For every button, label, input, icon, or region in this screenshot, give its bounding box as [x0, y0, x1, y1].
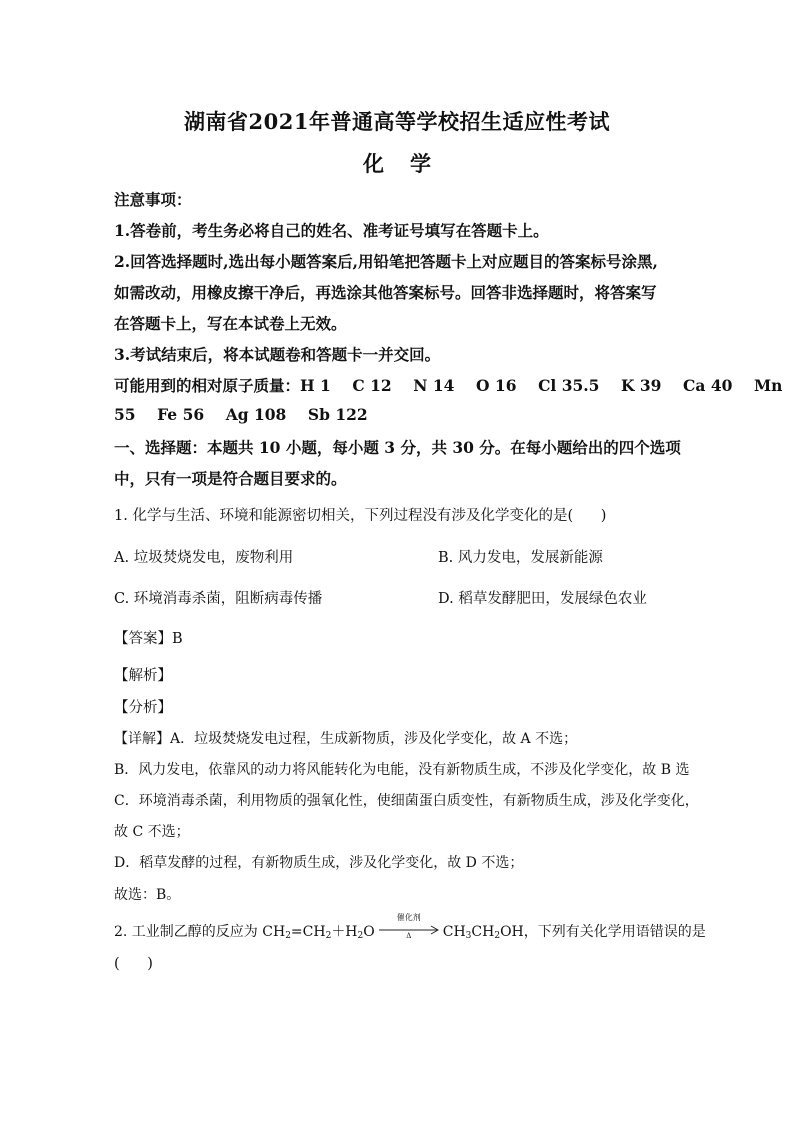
q2-stem-prefix: 2. 工业制乙醇的反应为 CH	[114, 924, 286, 940]
answer-value: B	[172, 631, 183, 647]
answer-tag: 【答案】	[114, 631, 172, 647]
fenxi-tag: 【分析】	[114, 700, 172, 716]
subject-char-1: 化	[363, 151, 384, 176]
section-instruction-line-2: 中，只有一项是符合题目要求的。	[114, 469, 347, 488]
section-instruction-line-1: 一、选择题：本题共 10 小题，每小题 3 分，共 30 分。在每小题给出的四个选项	[114, 438, 681, 457]
q2-sub-e: 2	[494, 931, 501, 941]
question-2-stem	[114, 913, 706, 941]
q2-stem-mid1: =CH	[290, 924, 326, 940]
conclusion: 故选：B。	[114, 887, 181, 903]
notice-heading: 注意事项：	[114, 190, 192, 209]
atomic-masses-line-1: 可能用到的相对原子质量：H 1 C 12 N 14 O 16 Cl 35.5 K 39 Ca 40 Mn	[114, 376, 783, 395]
arrow-catalyst-label: 催化剂	[396, 913, 421, 922]
question-1-stem: 1. 化学与生活、环境和能源密切相关，下列过程没有涉及化学变化的是( )	[114, 508, 607, 524]
question-1-option-b: B. 风力发电，发展新能源	[438, 550, 603, 566]
notice-item-2-line-3: 在答题卡上，写在本试卷上无效。	[114, 314, 347, 333]
reaction-arrow-icon	[377, 913, 441, 940]
analysis-tag: 【解析】	[114, 668, 172, 684]
subject-char-2: 学	[410, 151, 431, 176]
subject-title	[0, 148, 794, 178]
answer-line	[114, 627, 694, 648]
q2-sub-a: 2	[285, 931, 291, 941]
notice-item-2-line-2: 如需改动，用橡皮擦干净后，再选涂其他答案标号。回答非选择题时，将答案写	[114, 283, 657, 302]
question-2-bracket: ( )	[114, 956, 153, 972]
detail-d: D．稻草发酵的过程，有新物质生成，涉及化学变化，故 D 不选；	[114, 855, 524, 871]
q2-sub-d: 3	[465, 931, 472, 941]
atomic-masses-line-2: 55 Fe 56 Ag 108 Sb 122	[114, 405, 368, 424]
detail-c-line-2: 故 C 不选；	[114, 824, 190, 840]
detail-b: B．风力发电，依靠风的动力将风能转化为电能，没有新物质生成，不涉及化学变化，故 B 选	[114, 762, 690, 778]
q2-product-c: OH，下列有关化学用语错误的是	[500, 924, 706, 940]
detail-a: A．垃圾焚烧发电过程，生成新物质，涉及化学变化，故 A 不选；	[170, 731, 578, 747]
question-1-option-d: D. 稻草发酵肥田，发展绿色农业	[438, 591, 647, 607]
q2-product-b: CH	[471, 924, 495, 940]
detail-tag: 【详解】	[114, 731, 170, 747]
detail-c-line-1: C．环境消毒杀菌，利用物质的强氧化性，使细菌蛋白质变性，有新物质生成，涉及化学变化，	[114, 793, 699, 809]
notice-item-2-line-1: 2.回答选择题时,选出每小题答案后,用铅笔把答题卡上对应题目的答案标号涂黑,	[114, 252, 658, 271]
arrow-heat-label: Δ	[406, 932, 412, 940]
question-1-option-a: A. 垃圾焚烧发电，废物利用	[114, 550, 294, 566]
detail-a-line	[114, 728, 694, 748]
q2-product-a: CH	[442, 924, 466, 940]
notice-item-3: 3.考试结束后，将本试题卷和答题卡一并交回。	[114, 345, 441, 364]
q2-sub-c: 2	[357, 931, 364, 941]
q2-sub-b: 2	[325, 931, 332, 941]
question-1-option-c: C. 环境消毒杀菌，阻断病毒传播	[114, 591, 323, 607]
q2-stem-mid2: ＋H	[331, 924, 358, 940]
exam-title: 湖南省2021年普通高等学校招生适应性考试	[184, 109, 610, 134]
notice-item-1: 1.答卷前，考生务必将自己的姓名、准考证号填写在答题卡上。	[114, 221, 549, 240]
q2-stem-mid3: O	[363, 924, 375, 940]
